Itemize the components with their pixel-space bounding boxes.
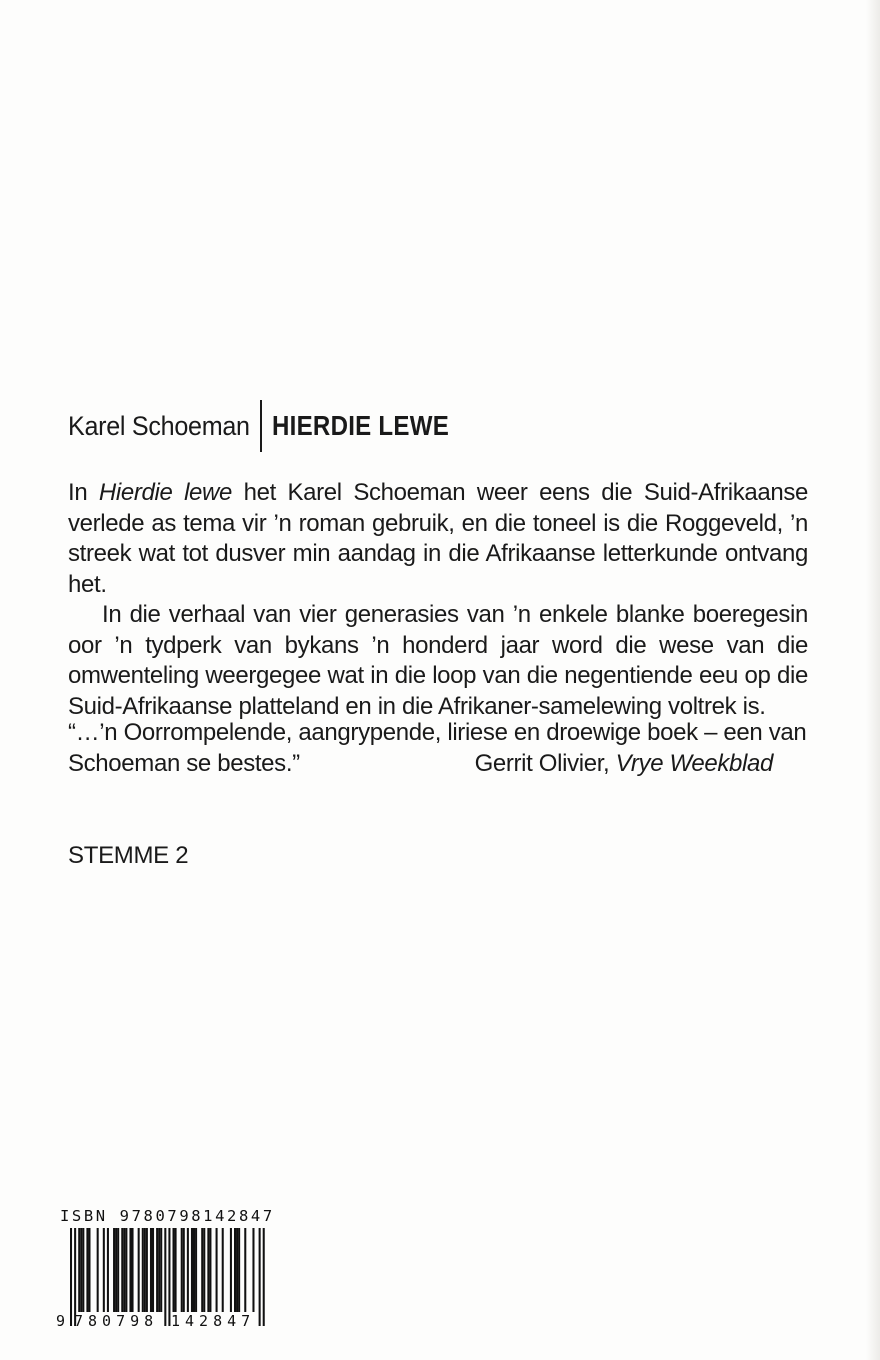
page-edge-shadow: [866, 0, 880, 1360]
header-divider: [260, 400, 262, 452]
barcode-bar: [125, 1228, 127, 1312]
barcode-bar: [152, 1228, 154, 1312]
barcode-bar: [156, 1228, 158, 1312]
barcode-bar: [121, 1228, 123, 1312]
book-title: HIERDIE LEWE: [272, 410, 450, 441]
quote-line-1: “…’n Oorrompelende, aangrypende, liriese en droewige boek – een van: [68, 719, 807, 746]
review-quote: [68, 718, 808, 779]
barcode-bar: [80, 1228, 82, 1312]
barcode-bar: [117, 1228, 119, 1312]
attribution-name: Gerrit Olivier,: [474, 749, 616, 777]
blurb-title-italic: Hierdie lewe: [98, 479, 233, 506]
barcode-bar: [115, 1228, 117, 1312]
barcode-bar: [160, 1228, 162, 1312]
barcode-bar: [88, 1228, 90, 1312]
barcode-lead-digit: 9: [56, 1312, 66, 1330]
barcode-bar: [181, 1228, 183, 1312]
barcode-guard-bar: [259, 1228, 261, 1326]
barcode-bar: [222, 1228, 224, 1312]
barcode-bar: [201, 1228, 203, 1312]
blurb-rest: het Karel Schoeman weer eens die Suid-Afrikaanse verlede as tema vir ’n roman gebruik, en die toneel is die Roggeveld, ’n streek wat tot dusver min aandag in die Afrikaanse letterkunde ontvang het.: [68, 479, 809, 598]
barcode-bar: [86, 1228, 88, 1312]
barcode-bar: [138, 1228, 140, 1312]
quote-line-2-row: [68, 749, 808, 780]
barcode-bar: [187, 1228, 189, 1312]
barcode-bar: [97, 1228, 99, 1312]
barcode-bar: [244, 1228, 246, 1312]
barcode-bar: [113, 1228, 115, 1312]
quote-line-2: Schoeman se bestes.”: [68, 749, 300, 777]
barcode-bar: [123, 1228, 125, 1312]
blurb-paragraph-1: [68, 478, 808, 600]
blurb-intro: In: [68, 479, 99, 506]
barcode-group-2: 142847: [171, 1312, 256, 1330]
barcode-bar: [191, 1228, 193, 1312]
author-name: Karel Schoeman: [68, 410, 250, 441]
series-label: STEMME 2: [68, 842, 189, 869]
isbn-label: ISBN 9780798142847: [60, 1207, 275, 1225]
barcode-bar: [238, 1228, 240, 1312]
barcode-bar: [216, 1228, 218, 1312]
quote-attribution: [475, 749, 773, 780]
barcode-bar: [209, 1228, 211, 1312]
barcode-bar: [132, 1228, 134, 1312]
attribution-source: Vrye Weekblad: [615, 749, 773, 777]
barcode-bar: [193, 1228, 195, 1312]
barcode-bar: [195, 1228, 197, 1312]
barcode: [56, 1228, 280, 1330]
barcode-guard-bar: [164, 1228, 166, 1326]
blurb: [68, 478, 808, 722]
barcode-bar: [203, 1228, 205, 1312]
barcode-bar: [107, 1228, 109, 1312]
barcode-bar: [144, 1228, 146, 1312]
barcode-bar: [78, 1228, 80, 1312]
barcode-bar: [158, 1228, 160, 1312]
barcode-bar: [82, 1228, 84, 1312]
barcode-bar: [207, 1228, 209, 1312]
barcode-bar: [103, 1228, 105, 1312]
blurb-paragraph-2: In die verhaal van vier generasies van ’n enkele blanke boeregesin oor ’n tydperk van bykans ’n honderd jaar word die wese van die omwenteling weergegee wat in die loop van die negentiende eeu op die Suid-Afrikaanse platteland en in die Afrikaner-samelewing voltrek is.: [68, 601, 808, 720]
barcode-bar: [183, 1228, 185, 1312]
barcode-bar: [175, 1228, 177, 1312]
barcode-bar: [142, 1228, 144, 1312]
book-header: [68, 400, 478, 452]
barcode-bar: [234, 1228, 236, 1312]
barcode-bar: [252, 1228, 254, 1312]
barcode-bar: [146, 1228, 148, 1312]
barcode-bar: [230, 1228, 232, 1312]
barcode-bar: [173, 1228, 175, 1312]
barcode-guard-bar: [263, 1228, 265, 1326]
barcode-bar: [236, 1228, 238, 1312]
barcode-guard-bar: [70, 1228, 72, 1326]
barcode-bar: [150, 1228, 152, 1312]
barcode-group-1: 780798: [74, 1312, 159, 1330]
barcode-bar: [129, 1228, 131, 1312]
